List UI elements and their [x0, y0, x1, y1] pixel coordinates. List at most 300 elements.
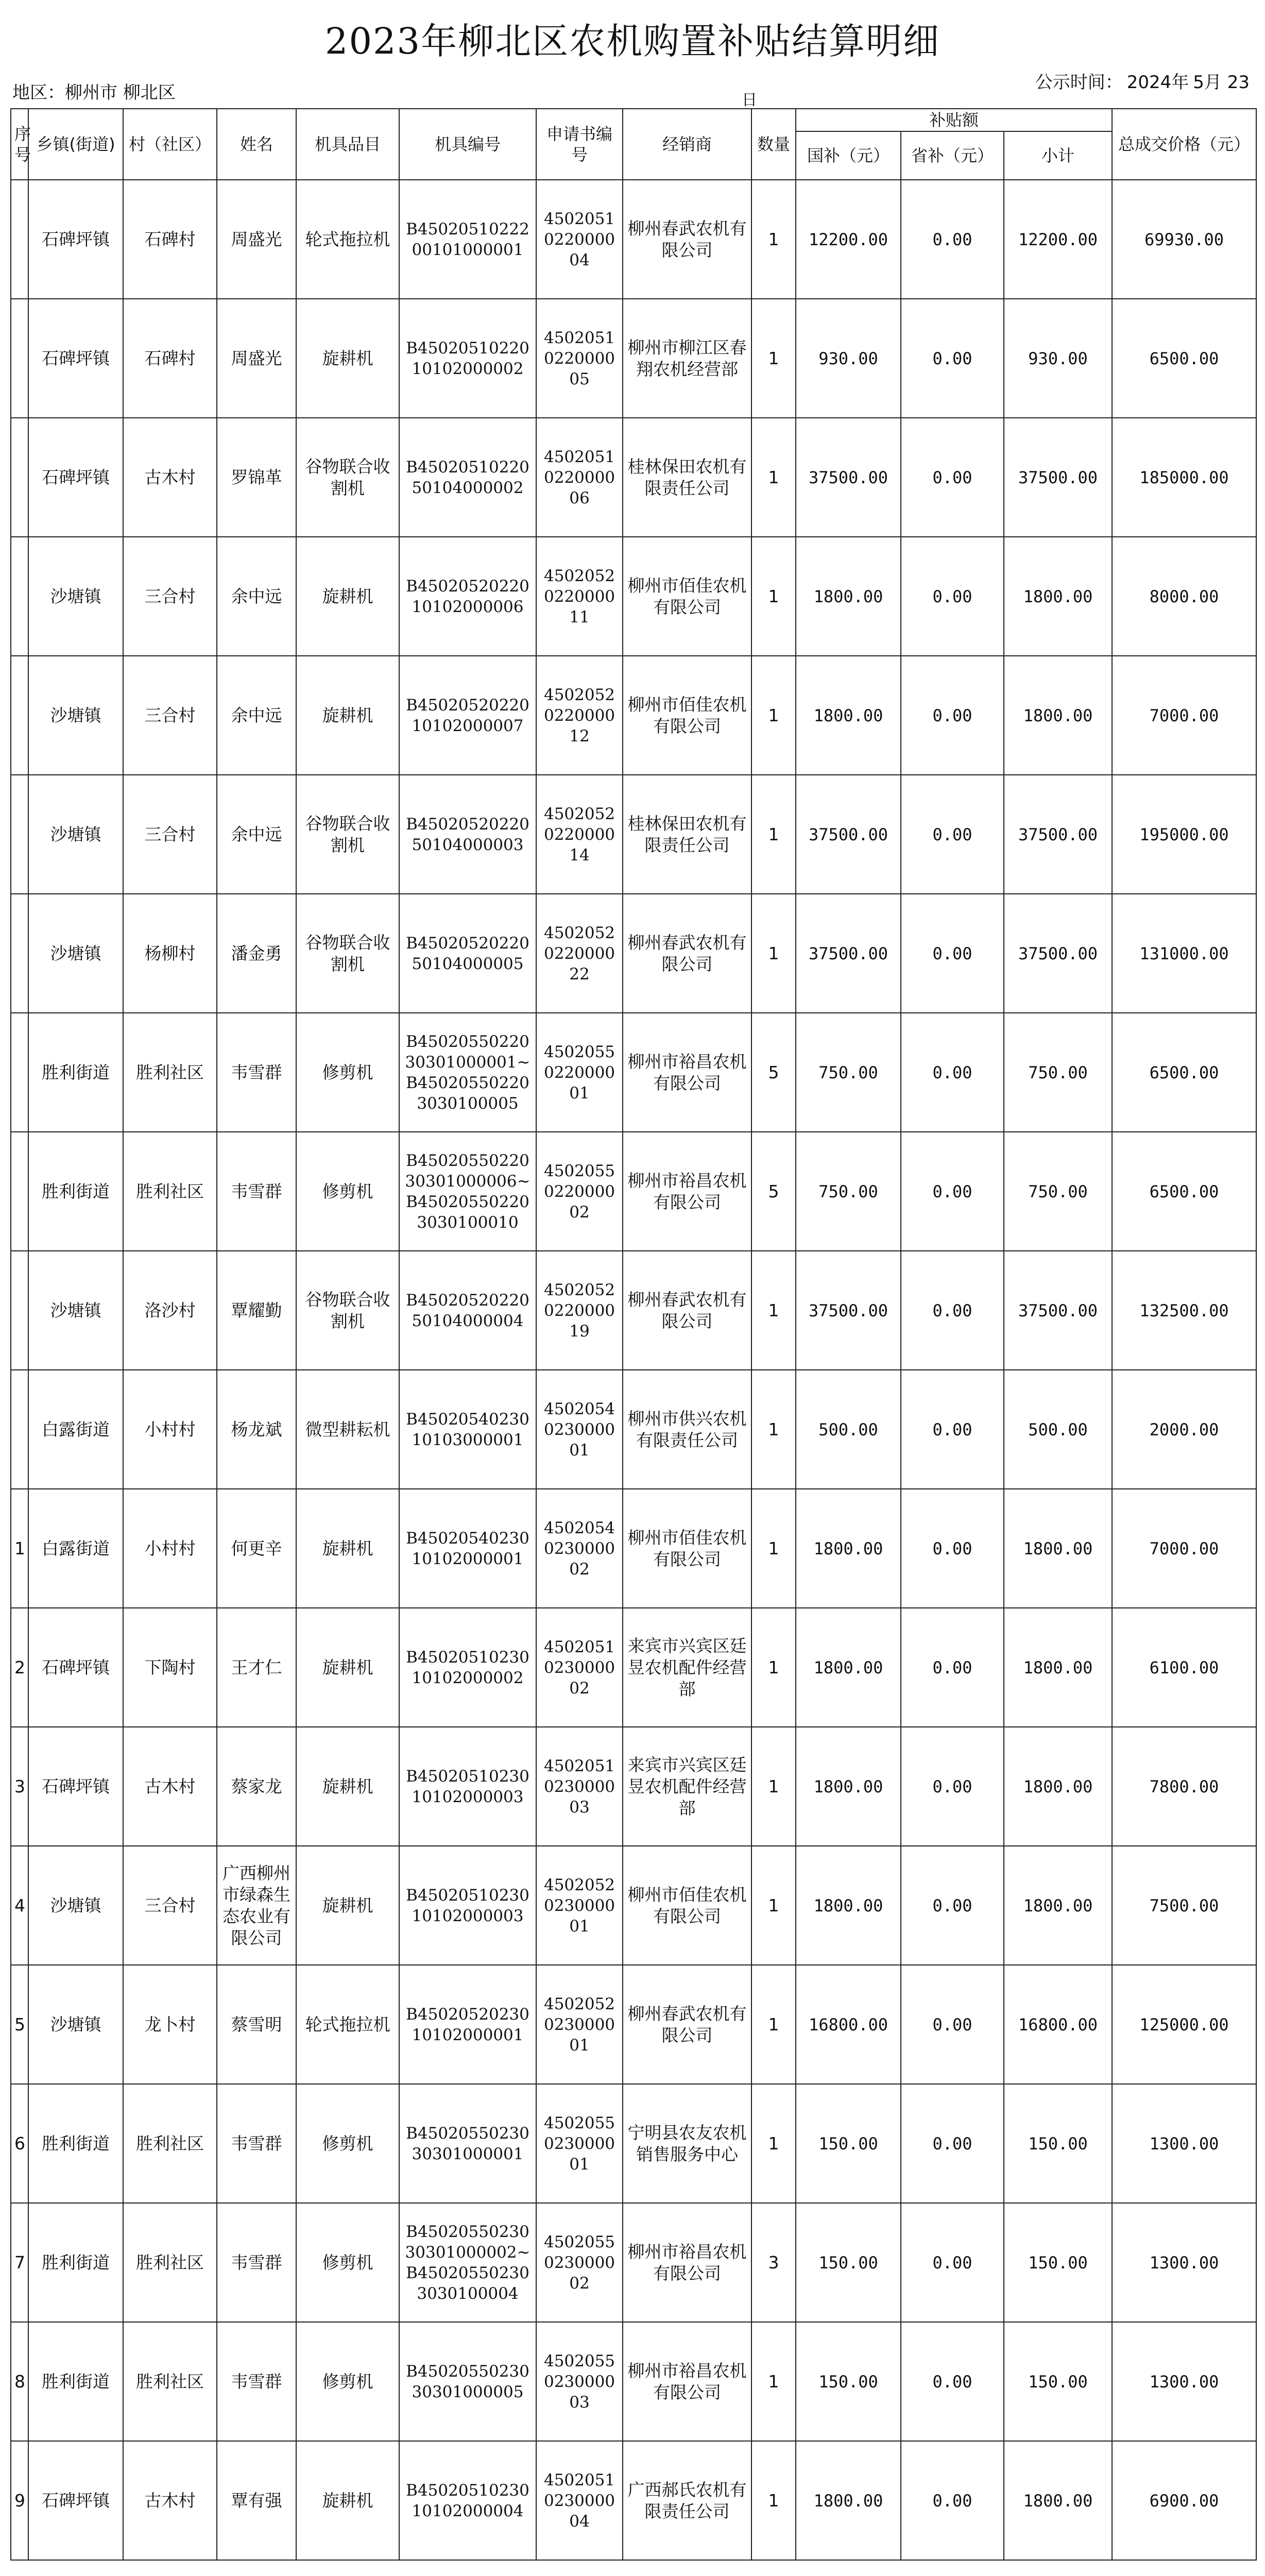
cell-national: 16800.00	[796, 1965, 901, 2084]
cell-subtotal: 1800.00	[1004, 537, 1112, 656]
cell-item: 修剪机	[296, 2322, 399, 2441]
cell-machine-no: B4502052022050104000003	[399, 775, 536, 894]
table-row	[11, 1965, 1256, 2084]
cell-app-no: 4502051023000002	[536, 1608, 623, 1727]
cell-town: 胜利街道	[28, 1013, 123, 1132]
cell-name: 余中远	[217, 537, 296, 656]
cell-national: 1800.00	[796, 537, 901, 656]
cell-provincial: 0.00	[901, 1727, 1004, 1846]
cell-subtotal: 37500.00	[1004, 894, 1112, 1013]
publish-time-year: 2024年	[1126, 72, 1189, 93]
cell-machine-no: B4502052022010102000006	[399, 537, 536, 656]
header-provincial: 省补（元）	[901, 131, 1004, 180]
cell-town: 沙塘镇	[28, 1251, 123, 1370]
cell-qty: 1	[751, 2322, 796, 2441]
cell-item: 轮式拖拉机	[296, 1965, 399, 2084]
cell-dealer: 桂林保田农机有限责任公司	[623, 418, 751, 537]
cell-village: 三合村	[123, 1846, 217, 1965]
cell-town: 胜利街道	[28, 1132, 123, 1251]
cell-total: 1300.00	[1112, 2084, 1256, 2203]
table-row	[11, 2322, 1256, 2441]
cell-subtotal: 750.00	[1004, 1132, 1112, 1251]
cell-app-no: 4502054023000002	[536, 1489, 623, 1608]
cell-national: 37500.00	[796, 894, 901, 1013]
table-row	[11, 775, 1256, 894]
cell-village: 胜利社区	[123, 2203, 217, 2322]
table-row	[11, 418, 1256, 537]
cell-app-no: 4502055022000002	[536, 1132, 623, 1251]
cell-village: 古木村	[123, 1727, 217, 1846]
cell-village: 三合村	[123, 537, 217, 656]
cell-national: 1800.00	[796, 1608, 901, 1727]
cell-national: 37500.00	[796, 418, 901, 537]
header-machine-no: 机具编号	[399, 109, 536, 180]
cell-name: 潘金勇	[217, 894, 296, 1013]
cell-total: 7000.00	[1112, 1489, 1256, 1608]
cell-item: 旋耕机	[296, 1727, 399, 1846]
cell-total: 8000.00	[1112, 537, 1256, 656]
cell-dealer: 柳州市柳江区春翔农机经营部	[623, 299, 751, 418]
cell-provincial: 0.00	[901, 2084, 1004, 2203]
cell-seq: 4	[11, 1846, 28, 1965]
cell-qty: 1	[751, 299, 796, 418]
cell-qty: 5	[751, 1013, 796, 1132]
table-row	[11, 1132, 1256, 1251]
cell-app-no: 4502051023000003	[536, 1727, 623, 1846]
header-subsidy-group: 补贴额	[796, 109, 1112, 131]
cell-provincial: 0.00	[901, 1965, 1004, 2084]
cell-total: 69930.00	[1112, 180, 1256, 299]
header-item: 机具品目	[296, 109, 399, 180]
table-row	[11, 299, 1256, 418]
cell-seq	[11, 1251, 28, 1370]
cell-name: 王才仁	[217, 1608, 296, 1727]
cell-dealer: 柳州春武农机有限公司	[623, 1251, 751, 1370]
cell-provincial: 0.00	[901, 1251, 1004, 1370]
cell-seq: 5	[11, 1965, 28, 2084]
header-dealer: 经销商	[623, 109, 751, 180]
cell-dealer: 柳州市裕昌农机有限公司	[623, 2203, 751, 2322]
cell-national: 1800.00	[796, 2441, 901, 2560]
cell-provincial: 0.00	[901, 180, 1004, 299]
table-row	[11, 1608, 1256, 1727]
cell-qty: 1	[751, 537, 796, 656]
cell-item: 旋耕机	[296, 1846, 399, 1965]
cell-total: 7000.00	[1112, 656, 1256, 775]
cell-provincial: 0.00	[901, 2203, 1004, 2322]
cell-subtotal: 1800.00	[1004, 1846, 1112, 1965]
cell-town: 沙塘镇	[28, 894, 123, 1013]
cell-dealer: 柳州春武农机有限公司	[623, 180, 751, 299]
table-row	[11, 180, 1256, 299]
cell-provincial: 0.00	[901, 2322, 1004, 2441]
table-row	[11, 2203, 1256, 2322]
cell-app-no: 4502051022000004	[536, 180, 623, 299]
cell-item: 谷物联合收割机	[296, 894, 399, 1013]
cell-seq	[11, 656, 28, 775]
cell-name: 韦雪群	[217, 2203, 296, 2322]
cell-village: 石碑村	[123, 180, 217, 299]
cell-name: 周盛光	[217, 180, 296, 299]
header-town: 乡镇(街道)	[28, 109, 123, 180]
cell-village: 古木村	[123, 418, 217, 537]
cell-subtotal: 150.00	[1004, 2322, 1112, 2441]
cell-dealer: 柳州市佰佳农机有限公司	[623, 537, 751, 656]
cell-seq	[11, 894, 28, 1013]
cell-village: 胜利社区	[123, 2084, 217, 2203]
cell-machine-no: B4502051023010102000004	[399, 2441, 536, 2560]
cell-total: 132500.00	[1112, 1251, 1256, 1370]
header-national: 国补（元）	[796, 131, 901, 180]
cell-app-no: 4502052022000014	[536, 775, 623, 894]
cell-dealer: 柳州市供兴农机有限责任公司	[623, 1370, 751, 1489]
cell-total: 6500.00	[1112, 1013, 1256, 1132]
cell-total: 6500.00	[1112, 299, 1256, 418]
cell-qty: 1	[751, 180, 796, 299]
cell-provincial: 0.00	[901, 775, 1004, 894]
cell-name: 韦雪群	[217, 2084, 296, 2203]
cell-provincial: 0.00	[901, 1489, 1004, 1608]
cell-name: 杨龙斌	[217, 1370, 296, 1489]
cell-dealer: 来宾市兴宾区廷昱农机配件经营部	[623, 1727, 751, 1846]
cell-subtotal: 1800.00	[1004, 2441, 1112, 2560]
cell-town: 沙塘镇	[28, 1846, 123, 1965]
cell-total: 6900.00	[1112, 2441, 1256, 2560]
cell-subtotal: 750.00	[1004, 1013, 1112, 1132]
cell-app-no: 4502052022000022	[536, 894, 623, 1013]
cell-app-no: 4502052023000001	[536, 1846, 623, 1965]
cell-total: 1300.00	[1112, 2203, 1256, 2322]
cell-item: 旋耕机	[296, 299, 399, 418]
cell-app-no: 4502051023000004	[536, 2441, 623, 2560]
cell-seq: 6	[11, 2084, 28, 2203]
cell-app-no: 4502052022000012	[536, 656, 623, 775]
cell-item: 谷物联合收割机	[296, 1251, 399, 1370]
cell-machine-no: B4502055022030301000006~B450205502203030100010	[399, 1132, 536, 1251]
cell-village: 小村村	[123, 1370, 217, 1489]
cell-town: 石碑坪镇	[28, 2441, 123, 2560]
cell-name: 何更辛	[217, 1489, 296, 1608]
cell-machine-no: B4502051023010102000003	[399, 1727, 536, 1846]
cell-machine-no: B4502052022010102000007	[399, 656, 536, 775]
publish-time	[1031, 67, 1250, 98]
table-row	[11, 1013, 1256, 1132]
cell-qty: 1	[751, 1489, 796, 1608]
cell-national: 37500.00	[796, 775, 901, 894]
cell-qty: 1	[751, 894, 796, 1013]
cell-machine-no: B4502051023010102000002	[399, 1608, 536, 1727]
cell-qty: 1	[751, 1370, 796, 1489]
cell-name: 蔡家龙	[217, 1727, 296, 1846]
cell-seq: 1	[11, 1489, 28, 1608]
cell-item: 旋耕机	[296, 656, 399, 775]
cell-app-no: 4502055023000002	[536, 2203, 623, 2322]
header-app-no: 申请书编号	[536, 109, 623, 180]
cell-seq	[11, 775, 28, 894]
cell-total: 6500.00	[1112, 1132, 1256, 1251]
cell-name: 罗锦革	[217, 418, 296, 537]
cell-app-no: 4502052023000001	[536, 1965, 623, 2084]
cell-name: 余中远	[217, 656, 296, 775]
cell-town: 石碑坪镇	[28, 418, 123, 537]
cell-seq	[11, 1370, 28, 1489]
cell-total: 1300.00	[1112, 2322, 1256, 2441]
cell-machine-no: B4502055023030301000002~B450205502303030100004	[399, 2203, 536, 2322]
cell-qty: 1	[751, 2084, 796, 2203]
cell-town: 石碑坪镇	[28, 1727, 123, 1846]
cell-village: 胜利社区	[123, 1013, 217, 1132]
cell-item: 谷物联合收割机	[296, 775, 399, 894]
cell-national: 750.00	[796, 1013, 901, 1132]
cell-provincial: 0.00	[901, 1370, 1004, 1489]
table-row	[11, 894, 1256, 1013]
cell-qty: 1	[751, 775, 796, 894]
cell-national: 750.00	[796, 1132, 901, 1251]
cell-qty: 1	[751, 1727, 796, 1846]
cell-dealer: 柳州市裕昌农机有限公司	[623, 1132, 751, 1251]
cell-seq	[11, 299, 28, 418]
cell-village: 胜利社区	[123, 1132, 217, 1251]
cell-town: 石碑坪镇	[28, 299, 123, 418]
cell-seq: 8	[11, 2322, 28, 2441]
cell-name: 覃耀勤	[217, 1251, 296, 1370]
cell-total: 125000.00	[1112, 1965, 1256, 2084]
cell-item: 修剪机	[296, 1013, 399, 1132]
table-row	[11, 537, 1256, 656]
cell-qty: 3	[751, 2203, 796, 2322]
cell-app-no: 4502055022000001	[536, 1013, 623, 1132]
cell-machine-no: B4502052022050104000004	[399, 1251, 536, 1370]
cell-app-no: 4502055023000003	[536, 2322, 623, 2441]
header-village: 村（社区）	[123, 109, 217, 180]
cell-machine-no: B4502054023010103000001	[399, 1370, 536, 1489]
cell-total: 2000.00	[1112, 1370, 1256, 1489]
cell-name: 韦雪群	[217, 2322, 296, 2441]
table-row	[11, 1251, 1256, 1370]
cell-item: 谷物联合收割机	[296, 418, 399, 537]
cell-village: 胜利社区	[123, 2322, 217, 2441]
cell-machine-no: B4502051022010102000002	[399, 299, 536, 418]
cell-total: 7800.00	[1112, 1727, 1256, 1846]
cell-town: 胜利街道	[28, 2203, 123, 2322]
cell-machine-no: B4502055023030301000001	[399, 2084, 536, 2203]
table-row	[11, 2084, 1256, 2203]
cell-village: 下陶村	[123, 1608, 217, 1727]
cell-seq	[11, 1132, 28, 1251]
cell-name: 韦雪群	[217, 1013, 296, 1132]
cell-seq	[11, 418, 28, 537]
cell-qty: 1	[751, 656, 796, 775]
cell-provincial: 0.00	[901, 894, 1004, 1013]
header-qty: 数量	[751, 109, 796, 180]
cell-qty: 1	[751, 1965, 796, 2084]
cell-town: 沙塘镇	[28, 775, 123, 894]
cell-subtotal: 500.00	[1004, 1370, 1112, 1489]
cell-provincial: 0.00	[901, 1132, 1004, 1251]
cell-town: 石碑坪镇	[28, 1608, 123, 1727]
cell-subtotal: 1800.00	[1004, 656, 1112, 775]
table-row	[11, 1727, 1256, 1846]
cell-subtotal: 150.00	[1004, 2084, 1112, 2203]
cell-national: 1800.00	[796, 1727, 901, 1846]
cell-subtotal: 37500.00	[1004, 1251, 1112, 1370]
cell-subtotal: 1800.00	[1004, 1489, 1112, 1608]
cell-seq: 2	[11, 1608, 28, 1727]
cell-total: 131000.00	[1112, 894, 1256, 1013]
cell-item: 旋耕机	[296, 537, 399, 656]
cell-town: 沙塘镇	[28, 537, 123, 656]
cell-item: 轮式拖拉机	[296, 180, 399, 299]
cell-dealer: 柳州市佰佳农机有限公司	[623, 1489, 751, 1608]
table-row	[11, 2441, 1256, 2560]
cell-dealer: 柳州市佰佳农机有限公司	[623, 656, 751, 775]
cell-machine-no: B4502051022200101000001	[399, 180, 536, 299]
table-row	[11, 1489, 1256, 1608]
header-name: 姓名	[217, 109, 296, 180]
cell-item: 修剪机	[296, 2084, 399, 2203]
cell-item: 修剪机	[296, 1132, 399, 1251]
cell-machine-no: B4502054023010102000001	[399, 1489, 536, 1608]
publish-time-month-day: 5月 23	[1193, 72, 1250, 93]
cell-village: 杨柳村	[123, 894, 217, 1013]
cell-subtotal: 37500.00	[1004, 418, 1112, 537]
cell-town: 胜利街道	[28, 2084, 123, 2203]
cell-item: 修剪机	[296, 2203, 399, 2322]
cell-town: 胜利街道	[28, 2322, 123, 2441]
cell-provincial: 0.00	[901, 418, 1004, 537]
header-seq: 序号	[11, 109, 28, 180]
cell-machine-no: B4502055022030301000001~B450205502203030100005	[399, 1013, 536, 1132]
cell-app-no: 4502052022000011	[536, 537, 623, 656]
cell-name: 周盛光	[217, 299, 296, 418]
cell-seq	[11, 537, 28, 656]
cell-item: 微型耕耘机	[296, 1370, 399, 1489]
cell-national: 150.00	[796, 2084, 901, 2203]
cell-national: 1800.00	[796, 1489, 901, 1608]
cell-village: 小村村	[123, 1489, 217, 1608]
cell-name: 覃有强	[217, 2441, 296, 2560]
cell-dealer: 柳州春武农机有限公司	[623, 894, 751, 1013]
cell-name: 余中远	[217, 775, 296, 894]
cell-item: 旋耕机	[296, 2441, 399, 2560]
cell-seq	[11, 180, 28, 299]
cell-subtotal: 1800.00	[1004, 1608, 1112, 1727]
stray-mark: 日	[742, 91, 757, 109]
header-row-top	[11, 109, 1256, 131]
cell-dealer: 来宾市兴宾区廷昱农机配件经营部	[623, 1608, 751, 1727]
cell-item: 旋耕机	[296, 1489, 399, 1608]
table-row	[11, 1370, 1256, 1489]
cell-seq: 3	[11, 1727, 28, 1846]
cell-seq	[11, 1013, 28, 1132]
cell-total: 185000.00	[1112, 418, 1256, 537]
cell-village: 龙卜村	[123, 1965, 217, 2084]
cell-town: 沙塘镇	[28, 1965, 123, 2084]
cell-total: 6100.00	[1112, 1608, 1256, 1727]
cell-app-no: 4502051022000005	[536, 299, 623, 418]
cell-dealer: 柳州市裕昌农机有限公司	[623, 1013, 751, 1132]
cell-seq: 9	[11, 2441, 28, 2560]
cell-machine-no: B4502052023010102000001	[399, 1965, 536, 2084]
cell-dealer: 宁明县农友农机销售服务中心	[623, 2084, 751, 2203]
cell-town: 白露街道	[28, 1370, 123, 1489]
cell-total: 7500.00	[1112, 1846, 1256, 1965]
cell-subtotal: 150.00	[1004, 2203, 1112, 2322]
cell-machine-no: B4502051023010102000003	[399, 1846, 536, 1965]
cell-qty: 1	[751, 1251, 796, 1370]
cell-qty: 1	[751, 1608, 796, 1727]
header-subtotal: 小计	[1004, 131, 1112, 180]
cell-provincial: 0.00	[901, 1013, 1004, 1132]
cell-machine-no: B4502052022050104000005	[399, 894, 536, 1013]
cell-dealer: 柳州市裕昌农机有限公司	[623, 2322, 751, 2441]
cell-subtotal: 930.00	[1004, 299, 1112, 418]
cell-dealer: 桂林保田农机有限责任公司	[623, 775, 751, 894]
cell-dealer: 柳州市佰佳农机有限公司	[623, 1846, 751, 1965]
cell-name: 广西柳州市绿森生态农业有限公司	[217, 1846, 296, 1965]
cell-qty: 1	[751, 1846, 796, 1965]
table-row	[11, 1846, 1256, 1965]
cell-village: 石碑村	[123, 299, 217, 418]
cell-qty: 1	[751, 2441, 796, 2560]
cell-village: 洛沙村	[123, 1251, 217, 1370]
cell-provincial: 0.00	[901, 656, 1004, 775]
cell-qty: 5	[751, 1132, 796, 1251]
region-label: 地区：柳州市 柳北区	[12, 82, 176, 103]
cell-machine-no: B4502055023030301000005	[399, 2322, 536, 2441]
cell-national: 150.00	[796, 2322, 901, 2441]
cell-provincial: 0.00	[901, 299, 1004, 418]
cell-town: 白露街道	[28, 1489, 123, 1608]
table-body	[11, 180, 1256, 2560]
cell-subtotal: 12200.00	[1004, 180, 1112, 299]
cell-total: 195000.00	[1112, 775, 1256, 894]
cell-app-no: 4502055023000001	[536, 2084, 623, 2203]
cell-village: 三合村	[123, 656, 217, 775]
cell-provincial: 0.00	[901, 537, 1004, 656]
cell-app-no: 4502054023000001	[536, 1370, 623, 1489]
publish-time-label: 公示时间：	[1035, 72, 1123, 93]
cell-machine-no: B4502051022050104000002	[399, 418, 536, 537]
cell-dealer: 广西郝氏农机有限责任公司	[623, 2441, 751, 2560]
cell-app-no: 4502052022000019	[536, 1251, 623, 1370]
cell-village: 古木村	[123, 2441, 217, 2560]
document-title: 2023年柳北区农机购置补贴结算明细	[324, 20, 941, 62]
cell-subtotal: 37500.00	[1004, 775, 1112, 894]
cell-name: 蔡雪明	[217, 1965, 296, 2084]
header-total-price: 总成交价格（元）	[1112, 109, 1256, 180]
cell-town: 沙塘镇	[28, 656, 123, 775]
cell-app-no: 4502051022000006	[536, 418, 623, 537]
cell-provincial: 0.00	[901, 1846, 1004, 1965]
cell-subtotal: 16800.00	[1004, 1965, 1112, 2084]
cell-national: 1800.00	[796, 1846, 901, 1965]
cell-national: 12200.00	[796, 180, 901, 299]
cell-national: 150.00	[796, 2203, 901, 2322]
cell-dealer: 柳州春武农机有限公司	[623, 1965, 751, 2084]
cell-town: 石碑坪镇	[28, 180, 123, 299]
subsidy-table	[10, 108, 1257, 2561]
cell-subtotal: 1800.00	[1004, 1727, 1112, 1846]
cell-provincial: 0.00	[901, 2441, 1004, 2560]
cell-qty: 1	[751, 418, 796, 537]
cell-national: 500.00	[796, 1370, 901, 1489]
table-row	[11, 656, 1256, 775]
cell-national: 1800.00	[796, 656, 901, 775]
cell-item: 旋耕机	[296, 1608, 399, 1727]
cell-national: 930.00	[796, 299, 901, 418]
cell-village: 三合村	[123, 775, 217, 894]
